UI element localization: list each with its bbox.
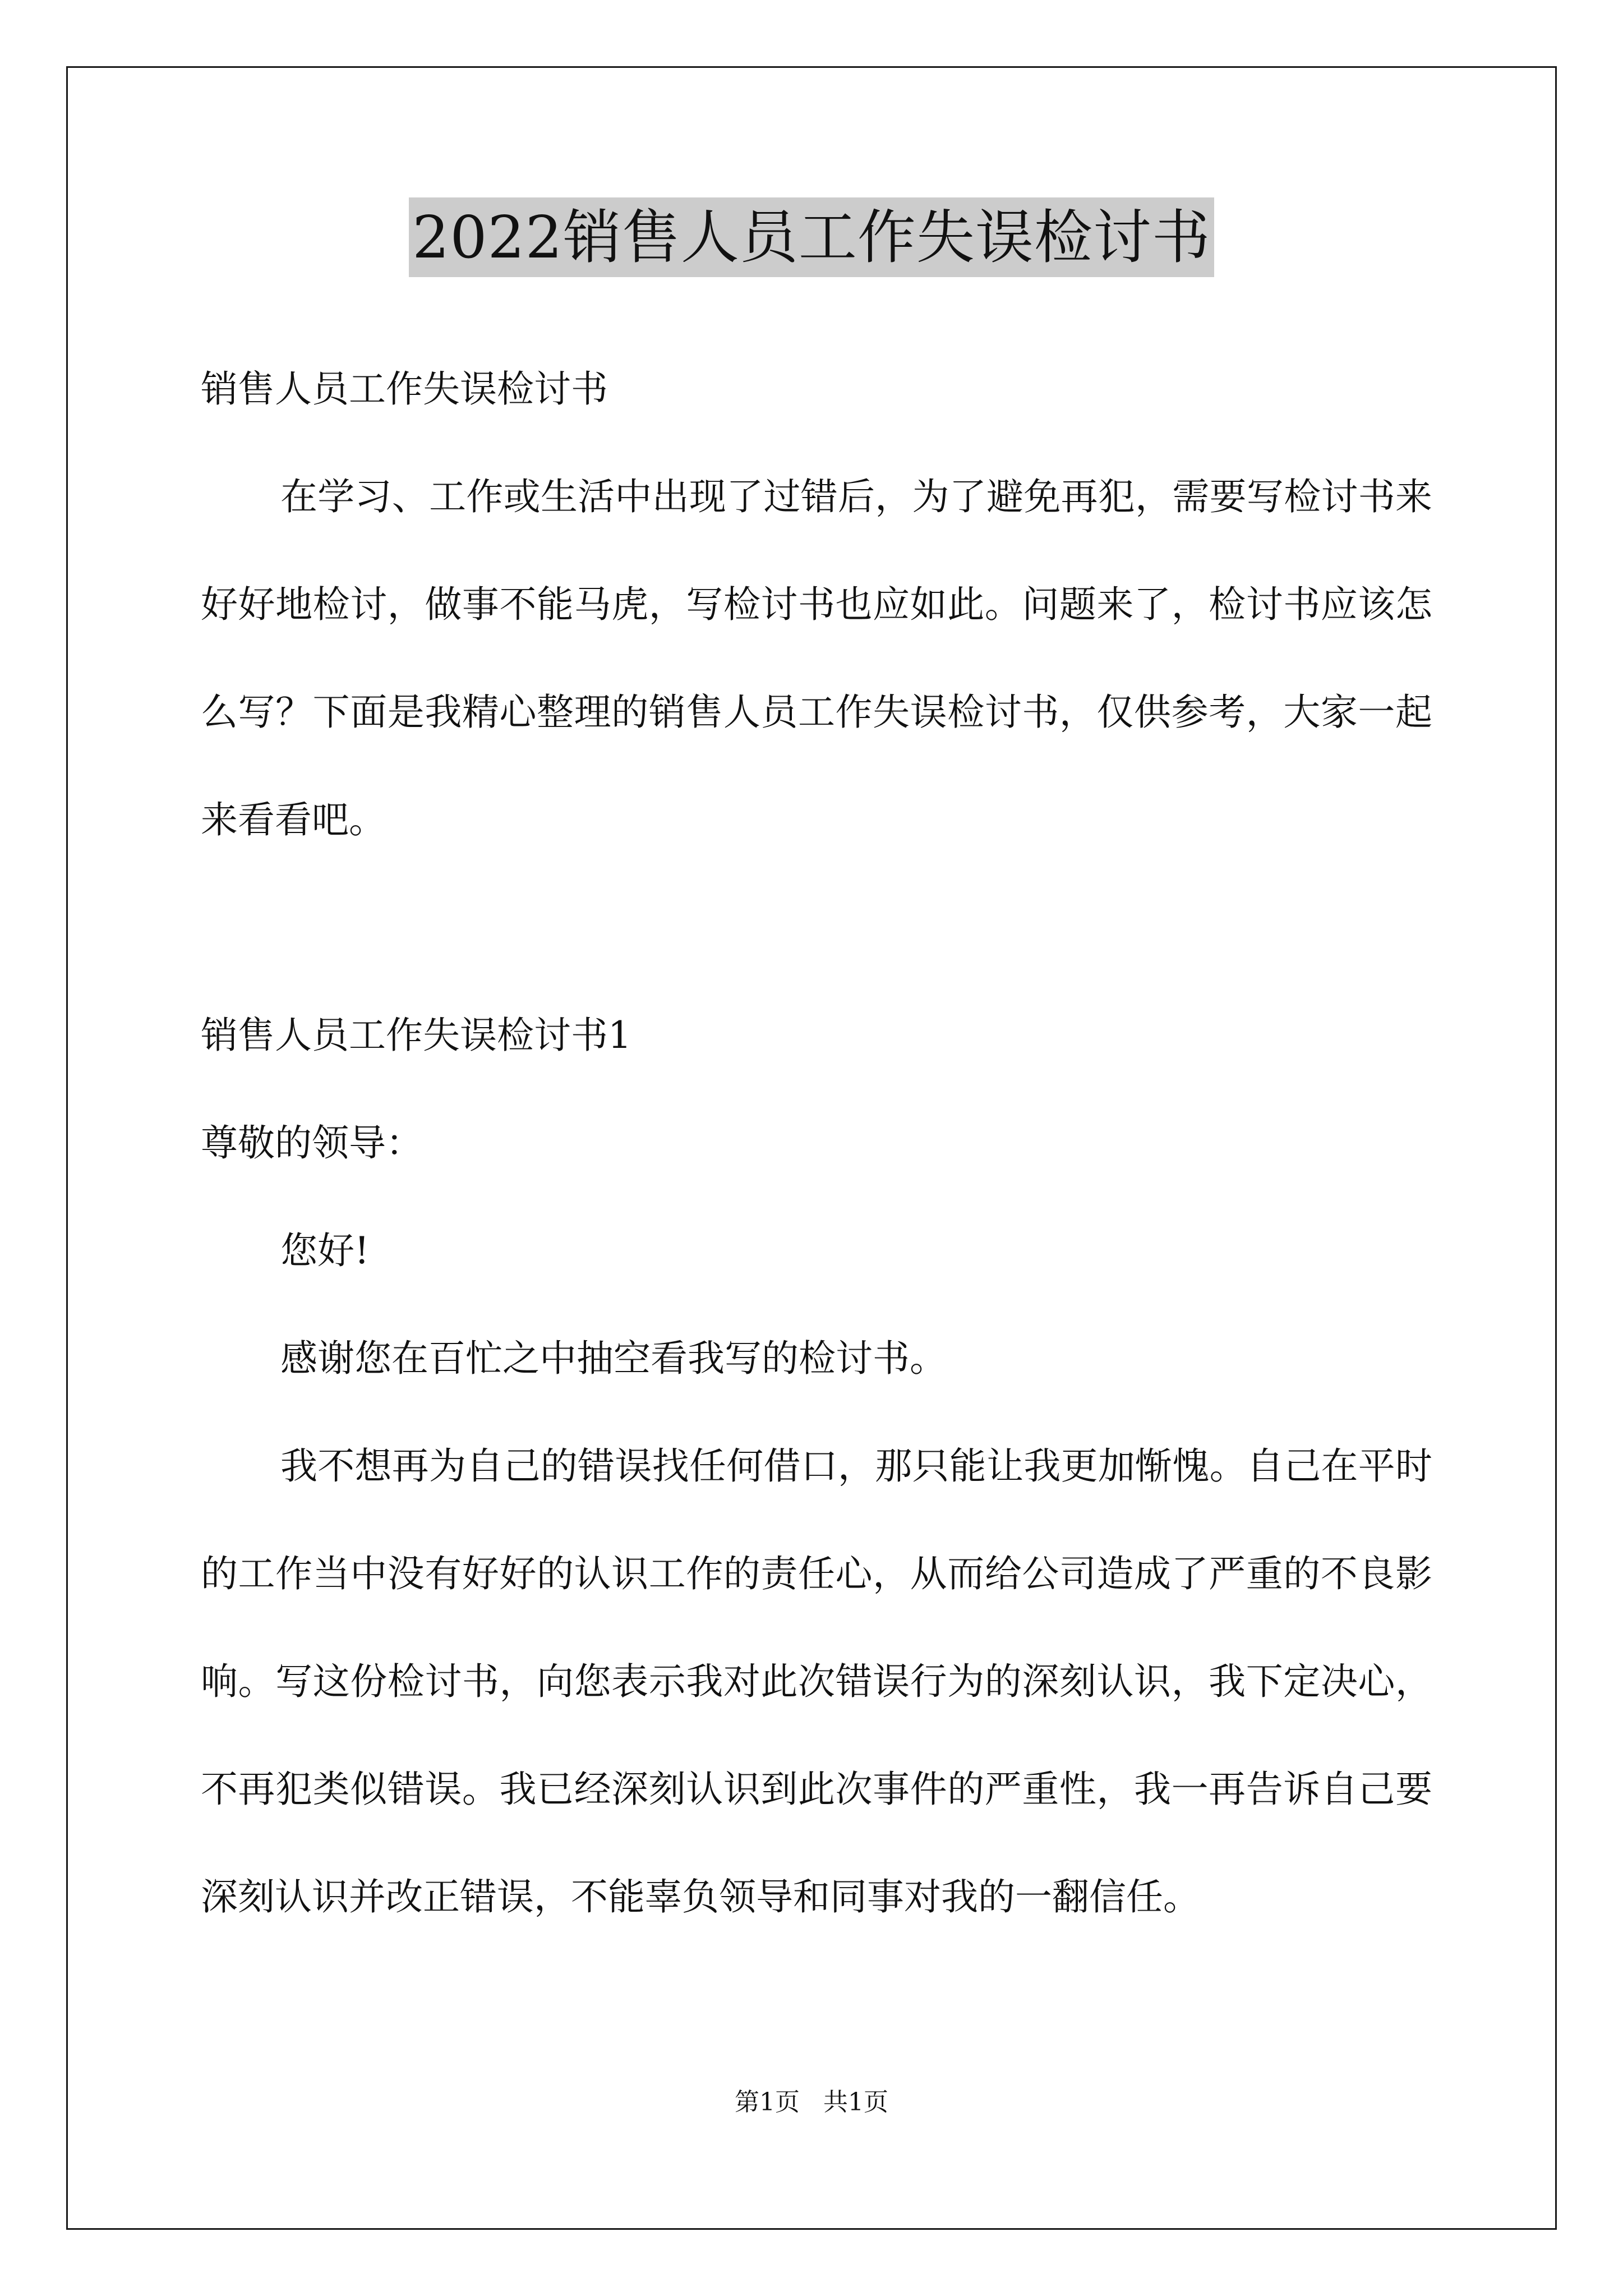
salutation: 尊敬的领导： <box>201 1121 423 1165</box>
paragraph-spacer <box>201 874 1432 982</box>
section-heading: 销售人员工作失误检讨书 <box>201 367 608 411</box>
greeting: 您好! <box>280 1229 370 1272</box>
document-title: 2022销售人员工作失误检讨书 <box>409 197 1214 277</box>
document-body <box>201 335 1432 1951</box>
letter-heading: 销售人员工作失误检讨书1 <box>201 1014 631 1057</box>
page-number-footer: 第1页 共1页 <box>735 2088 888 2116</box>
intro-paragraph: 在学习、工作或生活中出现了过错后，为了避免再犯，需要写检讨书来好好地检讨，做事不能马虎，写检讨书也应如此。问题来了，检讨书应该怎么写？下面是我精心整理的销售人员工作失误检讨书，仅供参考，大家一起来看看吧。 <box>201 475 1432 841</box>
thanks-paragraph: 感谢您在百忙之中抽空看我写的检讨书。 <box>280 1337 947 1380</box>
body-paragraph: 我不想再为自己的错误找任何借口，那只能让我更加惭愧。自己在平时的工作当中没有好好的认识工作的责任心，从而给公司造成了严重的不良影响。写这份检讨书，向您表示我对此次错误行为的深刻认识，我下定决心，不再犯类似错误。我已经深刻认识到此次事件的严重性，我一再告诉自己要深刻认识并改正错误，不能辜负领导和同事对我的一翻信任。 <box>201 1444 1432 1918</box>
title-container <box>0 197 1623 277</box>
